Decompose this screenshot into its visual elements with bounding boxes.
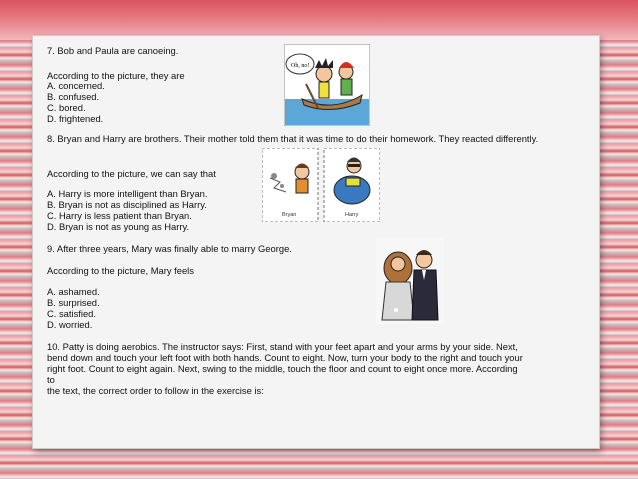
q8-option-d: D. Bryan is not as young as Harry.	[47, 221, 190, 232]
q10-line-5: the text, the correct order to follow in the exercise is:	[47, 385, 264, 396]
brothers-picture	[262, 148, 380, 222]
q9-option-d: D. worried.	[47, 319, 93, 330]
q9-option-b: B. surprised.	[47, 297, 100, 308]
q10-line-2: bend down and touch your left foot with both hands. Count to eight. Now, turn your body to the right and touch your	[47, 352, 523, 363]
q8-option-c: C. Harry is less patient than Bryan.	[47, 210, 192, 221]
wedding-picture	[376, 238, 444, 324]
q9-stem: 9. After three years, Mary was finally able to marry George.	[47, 243, 292, 254]
q7-option-b: B. confused.	[47, 91, 100, 102]
q9-option-c: C. satisfied.	[47, 308, 96, 319]
q9-prompt: According to the picture, Mary feels	[47, 265, 194, 276]
q7-option-a: A. concerned.	[47, 80, 105, 91]
q8-stem: 8. Bryan and Harry are brothers. Their mother told them that it was time to do their homework. They reacted differently.	[47, 133, 539, 144]
bryan-label: Bryan	[282, 212, 297, 218]
q10-line-1: 10. Patty is doing aerobics. The instructor says: First, stand with your feet apart and your arms by your side. Next,	[47, 341, 518, 352]
q8-option-a: A. Harry is more intelligent than Bryan.	[47, 188, 208, 199]
q7-stem: 7. Bob and Paula are canoeing.	[47, 45, 179, 56]
canoe-picture	[284, 44, 370, 126]
background-stripes	[0, 0, 638, 40]
q7-option-c: C. bored.	[47, 102, 86, 113]
q9-option-a: A. ashamed.	[47, 286, 100, 297]
q10-line-3: right foot. Count to eight again. Next, swing to the middle, touch the floor and count to eight once more. According	[47, 363, 518, 374]
q8-prompt: According to the picture, we can say that	[47, 168, 216, 179]
q7-option-d: D. frightened.	[47, 113, 104, 124]
q10-line-4: to	[47, 374, 55, 385]
canoe-speech-bubble: Oh, no!	[291, 63, 310, 69]
q8-option-b: B. Bryan is not as disciplined as Harry.	[47, 199, 207, 210]
harry-label: Harry	[345, 212, 359, 218]
q7-prompt: According to the picture, they are	[47, 70, 185, 81]
